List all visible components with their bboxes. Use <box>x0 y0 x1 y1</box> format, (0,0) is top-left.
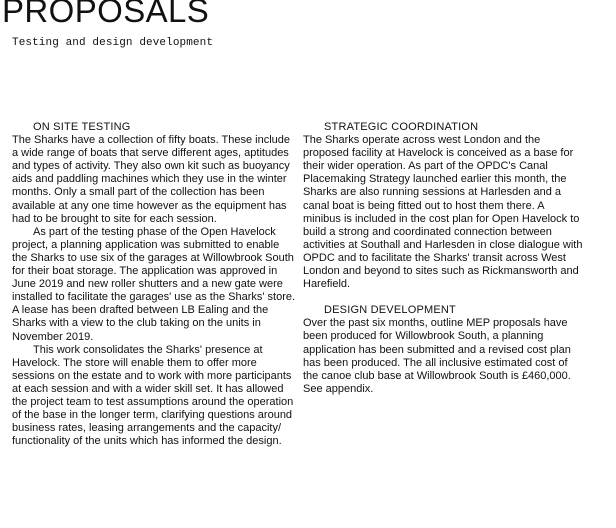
on-site-testing-paragraph-1: The Sharks have a collection of fifty boats. These include a wide range of boats that serve different ages, aptitudes and types of activity. They also own kit such as buoyancy aids and paddling machines which they use in the winter months. Only a small part of the collection has been available at any one time however as the equipment has had to be brought to site for each session. <box>12 134 291 225</box>
page-title: PROPOSALS <box>2 0 210 29</box>
section-heading-on-site-testing: ON SITE TESTING <box>33 121 131 133</box>
on-site-testing-paragraph-2: As part of the testing phase of the Open Havelock project, a planning application was submitted to enable the Sharks to use six of the garages at Willowbrook South for their boat storage. The application was approved in June 2019 and new roller shutters and a new gate were installed to facilitate the garages' use as the Sharks' store. A lease has been drafted between LB Ealing and the Sharks with a view to the club taking on the units in November 2019. <box>12 225 296 343</box>
section-heading-strategic-coordination: STRATEGIC COORDINATION <box>324 121 479 133</box>
design-development-paragraph: Over the past six months, outline MEP proposals have been produced for Willowbrook South, a planning application has been submitted and a revised cost plan has been produced. The all inclusive estimated cost of the canoe club base at Willowbrook South is £460,000. See appendix. <box>303 317 571 395</box>
design-development-section <box>303 304 583 396</box>
on-site-testing-section <box>12 121 296 448</box>
strategic-coordination-section <box>303 121 583 291</box>
section-spacer <box>303 291 583 304</box>
on-site-testing-paragraph-3: This work consolidates the Sharks' presence at Havelock. The store will enable them to offer more sessions on the estate and to work with more participants at each session and with a wider skill set. It has allowed the project team to test assumptions around the operation of the base in the longer term, clarifying questions around business rates, leasing arrangements and the capacity/ functionality of the units which has informed the design. <box>12 343 294 448</box>
right-column <box>303 121 583 396</box>
page-subtitle: Testing and design development <box>12 37 214 49</box>
strategic-coordination-paragraph: The Sharks operate across west London and the proposed facility at Havelock is conceived as a base for their wider operation. As part of the OPDC's Canal Placemaking Strategy launched earlier this month, the Sharks are also running sessions at Harlesden and a canal boat is being fitted out to host them there. A minibus is included in the cost plan for Open Havelock to build a strong and coordinated connection between activities at Southall and Harlesden in close dialogue with OPDC and to facilitate the Sharks' transit across West London and beyond to sites such as Rickmansworth and Harefield. <box>303 134 583 291</box>
left-column <box>12 121 296 448</box>
section-heading-design-development: DESIGN DEVELOPMENT <box>324 304 456 317</box>
